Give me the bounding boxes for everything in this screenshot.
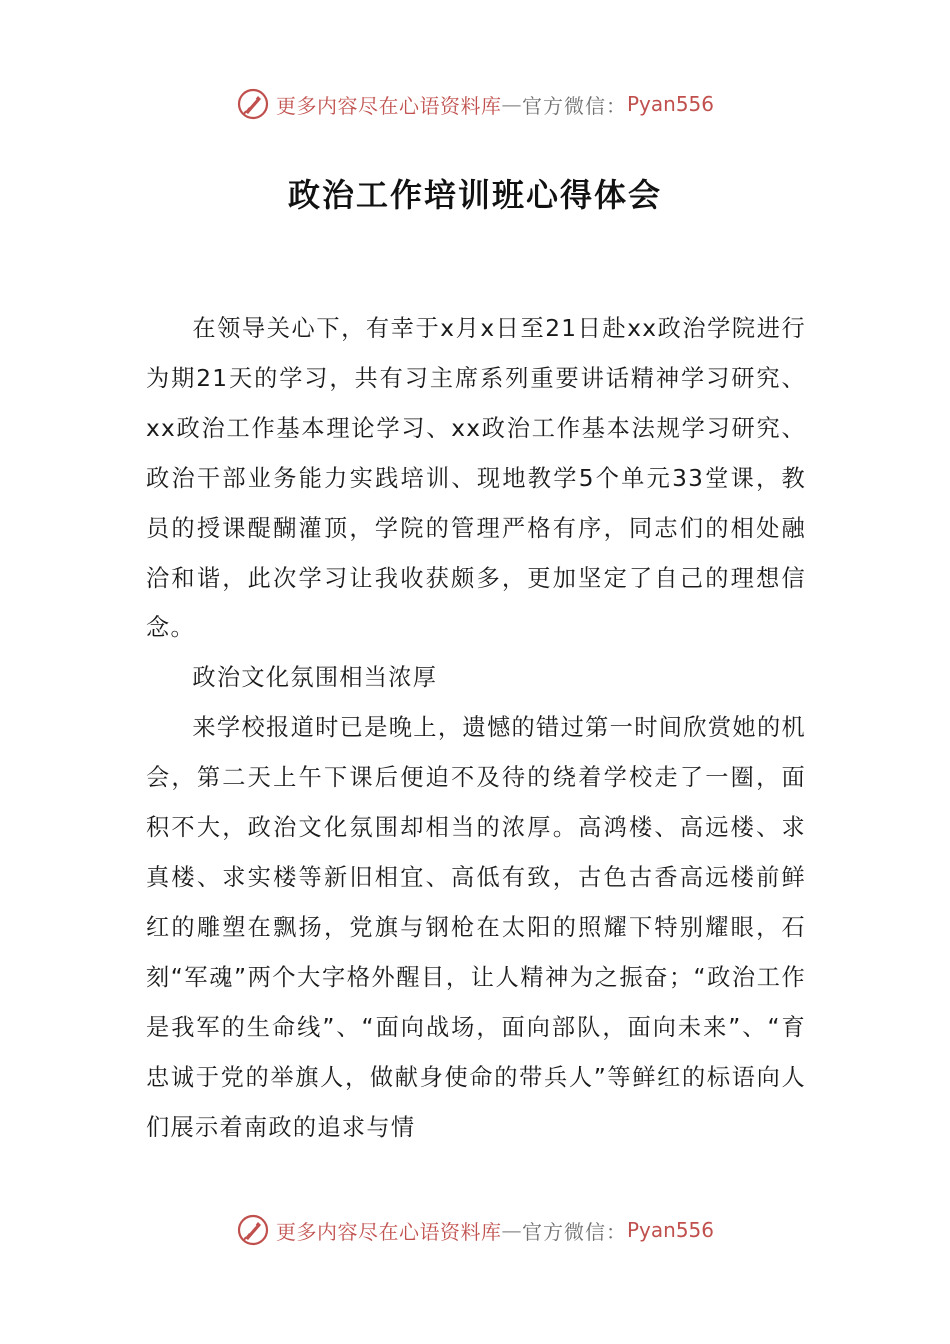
banner-official-label: 官方微信：	[521, 1219, 627, 1244]
banner-wechat-handle: Pyan556	[626, 1218, 714, 1242]
header-watermark-banner	[0, 84, 950, 124]
section-heading: 政治文化氛围相当浓厚	[192, 664, 438, 692]
banner-dash: —	[501, 1218, 522, 1242]
document-title: 政治工作培训班心得体会	[287, 176, 662, 214]
paragraph-intro: 在领导关心下，有幸于x月x日至21日赴xx政治学院进行为期21天的学习，共有习主席系列重要讲话精神学习研究、xx政治工作基本理论学习、xx政治工作基本法规学习研究、政治干部业务能力实践培训、现地教学5个单元33堂课，教员的授课醍醐灌顶，学院的管理严格有序，同志们的相处融洽和谐，此次学习让我收获颇多，更加坚定了自己的理想信念。	[146, 315, 806, 642]
quill-pen-logo-icon	[236, 1213, 270, 1247]
banner-official-label: 官方微信：	[521, 93, 627, 118]
paragraph-campus: 来学校报道时已是晚上，遗憾的错过第一时间欣赏她的机会，第二天上午下课后便迫不及待的绕着学校走了一圈，面积不大，政治文化氛围却相当的浓厚。高鸿楼、高远楼、求真楼、求实楼等新旧相宜、高低有致，古色古香高远楼前鲜红的雕塑在飘扬，党旗与钢枪在太阳的照耀下特别耀眼，石刻“军魂”两个大字格外醒目，让人精神为之振奋；“政治工作是我军的生命线”、“面向战场，面向部队，面向未来”、“育忠诚于党的举旗人，做献身使命的带兵人”等鲜红的标语向人们展示着南政的追求与情	[146, 714, 806, 1141]
banner-site-text: 更多内容尽在心语资料库	[275, 93, 502, 118]
document-body	[146, 304, 806, 1152]
quill-pen-logo-icon	[236, 87, 270, 121]
banner-dash: —	[501, 92, 522, 116]
banner-wechat-handle: Pyan556	[626, 92, 714, 116]
banner-site-text: 更多内容尽在心语资料库	[275, 1219, 502, 1244]
footer-watermark-banner	[0, 1210, 950, 1250]
